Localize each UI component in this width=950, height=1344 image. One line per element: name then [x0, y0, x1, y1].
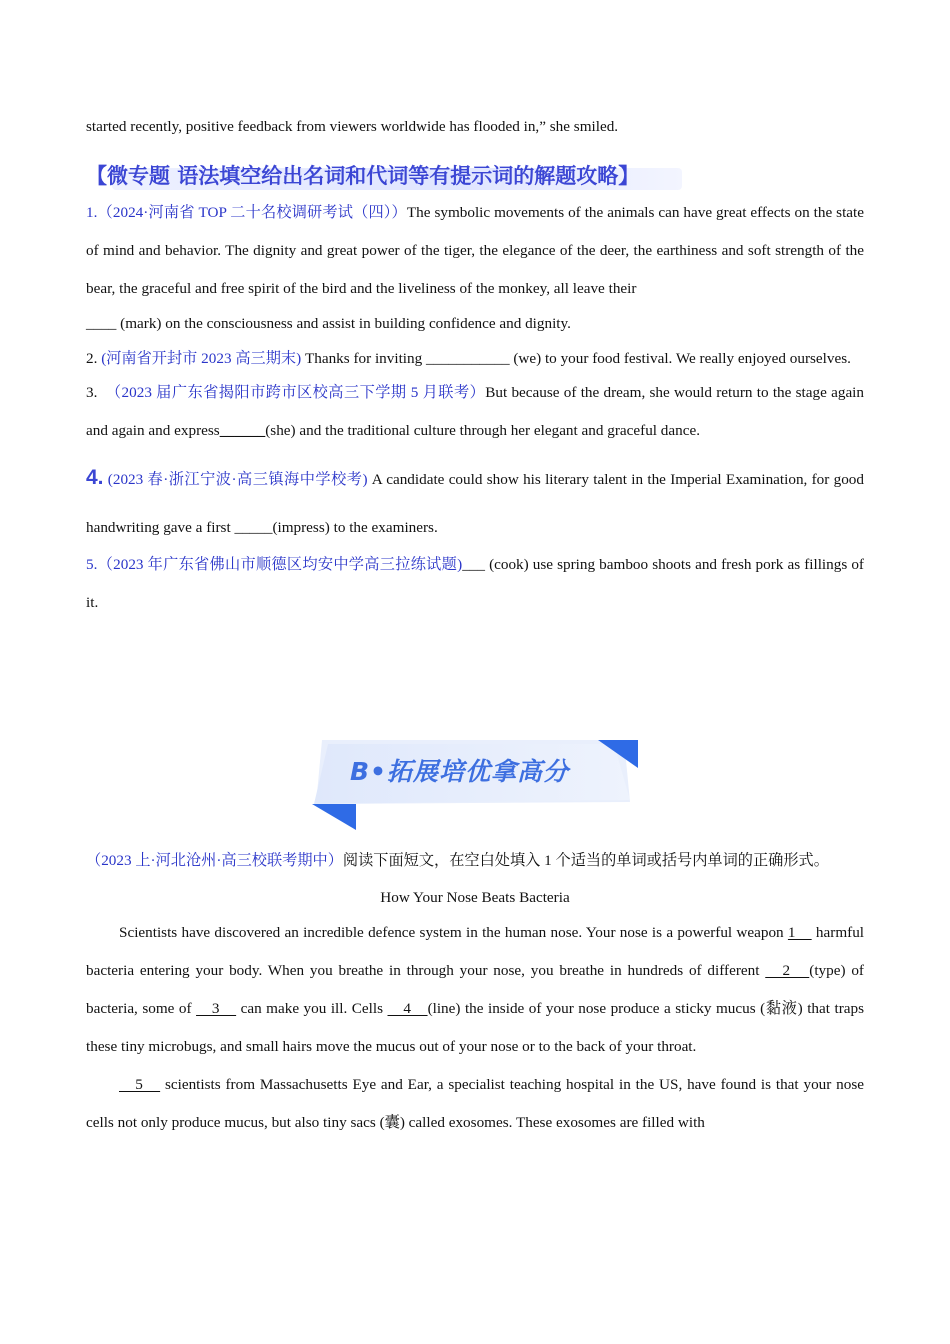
blank-3[interactable]: 3	[196, 1000, 237, 1017]
p1-text-0: Scientists have discovered an incredible defence system in the human nose. Your nose is a powerful weapon	[119, 924, 788, 941]
banner-label: B•拓展培优拿高分	[350, 757, 570, 786]
blank-2[interactable]: 2	[765, 962, 810, 979]
q2-text-b: (we) to your food festival. We really enjoyed ourselves.	[509, 350, 851, 367]
q5-text-b: (cook) use spring bamboo shoots and fresh pork as fillings of it.	[86, 556, 864, 611]
q3-text-a: But because of the dream, she would return to the stage again and again and express	[86, 384, 864, 439]
intro-tail-text: started recently, positive feedback from viewers worldwide has flooded in,” she smiled.	[86, 118, 619, 135]
passage-paragraph-1	[86, 914, 864, 1066]
question-4	[86, 454, 864, 552]
q3-number: 3.	[86, 384, 114, 401]
q4-text-b: (impress) to the examiners.	[272, 519, 438, 536]
q3-text-b: (she) and the traditional culture through her elegant and graceful dance.	[265, 422, 701, 439]
q1-blank[interactable]: ____	[86, 315, 117, 332]
question-2	[86, 340, 864, 378]
blank-4[interactable]: 4	[387, 1000, 428, 1017]
passage-paragraph-2	[86, 1066, 864, 1142]
question-3	[86, 374, 864, 450]
q4-blank[interactable]: _____	[234, 519, 273, 536]
section-b-instruction	[86, 842, 864, 880]
question-5	[86, 546, 864, 622]
section-b-instruction-text: 阅读下面短文，在空白处填入 1 个适当的单词或括号内单词的正确形式。	[342, 852, 829, 869]
q1-number: 1.	[86, 204, 98, 221]
p1-text-2: (type) of bacteria, some of	[86, 962, 864, 1017]
section-heading: 【微专题 语法填空给出名词和代词等有提示词的解题攻略】	[86, 164, 640, 188]
p2-text-0: scientists from Massachusetts Eye and Ear, a specialist teaching hospital in the US, have found is that your nose cells not only produce mucus, but also tiny sacs (囊) called exosomes. These exosomes are filled with	[86, 1076, 864, 1131]
q2-text-a: Thanks for inviting	[301, 350, 427, 367]
blank-1[interactable]: 1	[787, 924, 812, 941]
blank-5[interactable]: 5	[119, 1076, 161, 1093]
passage-title: How Your Nose Beats Bacteria	[380, 889, 570, 906]
questions-block	[86, 194, 864, 622]
p1-text-4: (line) the inside of your nose produce a sticky mucus (黏液) that traps these tiny microbugs, and small hairs move the mucus out of your nose or to the back of your throat.	[86, 1000, 865, 1055]
section-b	[86, 842, 864, 1142]
q4-source: (2023 春·浙江宁波·高三镇海中学校考)	[103, 471, 368, 488]
question-1	[86, 194, 864, 308]
q4-number: 4.	[86, 466, 104, 489]
q2-number: 2.	[86, 350, 102, 367]
q4-text-a: A candidate could show his literary talent in the Imperial Examination, for good handwriting gave a first	[86, 471, 864, 536]
q3-blank[interactable]: ______	[219, 422, 266, 439]
q3-source: （2023 届广东省揭阳市跨市区校高三下学期 5 月联考）	[113, 384, 486, 401]
q1-text-b: (mark) on the consciousness and assist in building confidence and dignity.	[116, 315, 571, 332]
q1-text-a: The symbolic movements of the animals can have great effects on the state of mind and behavior. The dignity and great power of the tiger, the elegance of the deer, the earthiness and soft strength of the bear, the graceful and free spirit of the bird and the liveliness of the monkey, all leave their	[86, 204, 865, 297]
q5-number: 5.	[86, 556, 98, 573]
p1-text-3: can make you ill. Cells	[236, 1000, 388, 1017]
q5-source: （2023 年广东省佛山市顺德区均安中学高三拉练试题)	[97, 556, 463, 573]
question-1-cont	[86, 308, 864, 340]
q2-source: (河南省开封市 2023 高三期末)	[101, 350, 302, 367]
intro-block	[86, 108, 864, 146]
section-b-source: （2023 上·河北沧州·高三校联考期中）	[86, 852, 343, 869]
p1-text-1: harmful bacteria entering your body. When you breathe in through your nose, you breathe in hundreds of different	[86, 924, 865, 979]
q5-blank[interactable]: ___	[462, 556, 485, 573]
q1-source: （2024·河南省 TOP 二十名校调研考试（四））	[97, 204, 407, 221]
banner-corner-bottom-left	[312, 804, 356, 830]
q2-blank[interactable]: ___________	[426, 350, 510, 367]
